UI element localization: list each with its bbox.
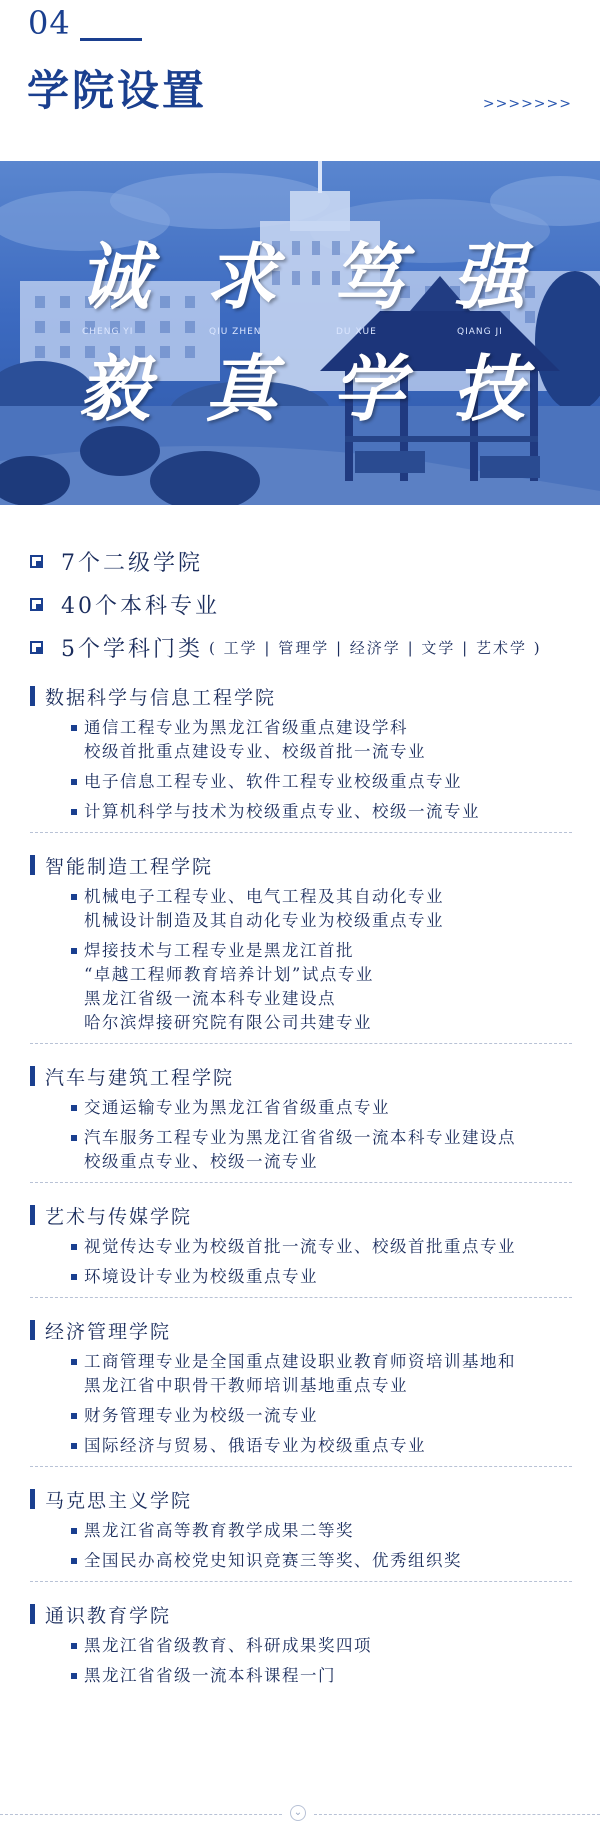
section-title: 通识教育学院 (45, 1604, 172, 1627)
list-item (30, 1096, 572, 1120)
section-heading (30, 1056, 572, 1096)
motto-char: 笃 (332, 234, 405, 319)
list-item (30, 800, 572, 824)
motto-char: 学 (332, 346, 405, 431)
section-heading (30, 845, 572, 885)
list-item-line: 环境设计专业为校级重点专业 (84, 1267, 318, 1286)
heading-bar-icon (30, 686, 35, 706)
list-item (30, 1434, 572, 1458)
page-title: 学院设置 (27, 66, 208, 115)
college-sections (30, 676, 572, 1700)
college-section (30, 1594, 572, 1700)
list-item (30, 716, 572, 764)
stat-subtext: ( 工学 | 管理学 | 经济学 | 文学 | 艺术学 ) (209, 639, 542, 657)
list-item (30, 1519, 572, 1543)
motto-char: 强 (453, 234, 526, 319)
section-divider (30, 1581, 572, 1582)
stats-list (30, 540, 542, 669)
list-item-line: 黑龙江省中职骨干教师培训基地重点专业 (84, 1376, 408, 1395)
heading-bar-icon (30, 1489, 35, 1509)
section-divider (30, 1297, 572, 1298)
list-item (30, 1235, 572, 1259)
section-title: 艺术与传媒学院 (45, 1205, 193, 1228)
motto-char: 诚 (78, 234, 151, 319)
heading-bar-icon (30, 1320, 35, 1340)
college-section (30, 1195, 572, 1310)
list-item-line: 视觉传达专业为校级首批一流专业、校级首批重点专业 (84, 1237, 516, 1256)
list-item-line: 机械电子工程专业、电气工程及其自动化专业 (84, 887, 444, 906)
square-bullet-icon (30, 641, 43, 654)
motto-char: 技 (453, 346, 526, 431)
school-motto (0, 161, 600, 505)
footer-line-right (314, 1814, 600, 1816)
list-item-line: 工商管理专业是全国重点建设职业教育师资培训基地和 (84, 1352, 516, 1371)
heading-bar-icon (30, 855, 35, 875)
stat-text: 40个本科专业 (61, 594, 220, 619)
college-section (30, 1479, 572, 1594)
footer-line-left (0, 1814, 282, 1816)
list-item-line: 汽车服务工程专业为黑龙江省省级一流本科专业建设点 (84, 1128, 516, 1147)
motto-pinyin: CHENG YI (82, 327, 134, 337)
list-item-line: 机械设计制造及其自动化专业为校级重点专业 (84, 911, 444, 930)
section-heading (30, 1310, 572, 1350)
number-underline (80, 38, 142, 41)
motto-char: 求 (205, 234, 278, 319)
list-item-line: 交通运输专业为黑龙江省省级重点专业 (84, 1098, 390, 1117)
list-item (30, 1549, 572, 1573)
motto-pinyin: DU XUE (336, 327, 377, 337)
list-item-line: 黑龙江省省级一流本科课程一门 (84, 1666, 336, 1685)
motto-char: 毅 (78, 346, 151, 431)
heading-bar-icon (30, 1205, 35, 1225)
square-bullet-icon (30, 598, 43, 611)
section-heading (30, 676, 572, 716)
section-divider (30, 1043, 572, 1044)
header (0, 0, 600, 161)
section-title: 智能制造工程学院 (45, 855, 214, 878)
college-section (30, 1056, 572, 1195)
college-section (30, 1310, 572, 1479)
section-number: 04 (28, 4, 71, 42)
section-title: 汽车与建筑工程学院 (45, 1066, 235, 1089)
list-item-line: 通信工程专业为黑龙江省级重点建设学科 (84, 718, 408, 737)
arrows-decoration: >>>>>>> (482, 96, 572, 112)
list-item-line: 全国民办高校党史知识竞赛三等奖、优秀组织奖 (84, 1551, 462, 1570)
section-title: 马克思主义学院 (45, 1489, 193, 1512)
list-item-line: “卓越工程师教育培养计划”试点专业 (84, 965, 374, 984)
list-item (30, 1350, 572, 1398)
list-item-line: 黑龙江省省级教育、科研成果奖四项 (84, 1636, 372, 1655)
list-item-line: 国际经济与贸易、俄语专业为校级重点专业 (84, 1436, 426, 1455)
motto-pinyin: QIANG JI (457, 327, 503, 337)
list-item-line: 哈尔滨焊接研究院有限公司共建专业 (84, 1013, 372, 1032)
stat-item (30, 626, 542, 669)
stat-item (30, 540, 542, 583)
section-divider (30, 1182, 572, 1183)
list-item (30, 939, 572, 1035)
list-item (30, 1634, 572, 1658)
college-section (30, 845, 572, 1056)
footer-divider (0, 1804, 600, 1824)
list-item (30, 885, 572, 933)
list-item-line: 电子信息工程专业、软件工程专业校级重点专业 (84, 772, 462, 791)
heading-bar-icon (30, 1604, 35, 1624)
stat-item (30, 583, 542, 626)
list-item (30, 1126, 572, 1174)
list-item (30, 1404, 572, 1428)
section-heading (30, 1479, 572, 1519)
list-item-line: 黑龙江省级一流本科专业建设点 (84, 989, 336, 1008)
motto-char: 真 (205, 346, 278, 431)
stat-text: 5个学科门类 (61, 637, 203, 662)
list-item (30, 1265, 572, 1289)
list-item (30, 1664, 572, 1688)
campus-banner (0, 161, 600, 505)
list-item-line: 校级首批重点建设专业、校级首批一流专业 (84, 742, 426, 761)
section-heading (30, 1195, 572, 1235)
section-title: 数据科学与信息工程学院 (45, 686, 277, 709)
college-section (30, 676, 572, 845)
list-item-line: 校级重点专业、校级一流专业 (84, 1152, 318, 1171)
list-item-line: 计算机科学与技术为校级重点专业、校级一流专业 (84, 802, 480, 821)
list-item-line: 焊接技术与工程专业是黑龙江首批 (84, 941, 354, 960)
section-divider (30, 1466, 572, 1467)
section-title: 经济管理学院 (45, 1320, 172, 1343)
section-heading (30, 1594, 572, 1634)
chevron-down-icon: ⌄ (290, 1805, 306, 1821)
square-bullet-icon (30, 555, 43, 568)
list-item-line: 财务管理专业为校级一流专业 (84, 1406, 318, 1425)
section-divider (30, 832, 572, 833)
stat-text: 7个二级学院 (61, 551, 203, 576)
motto-pinyin: QIU ZHEN (209, 327, 262, 337)
list-item-line: 黑龙江省高等教育教学成果二等奖 (84, 1521, 354, 1540)
list-item (30, 770, 572, 794)
heading-bar-icon (30, 1066, 35, 1086)
